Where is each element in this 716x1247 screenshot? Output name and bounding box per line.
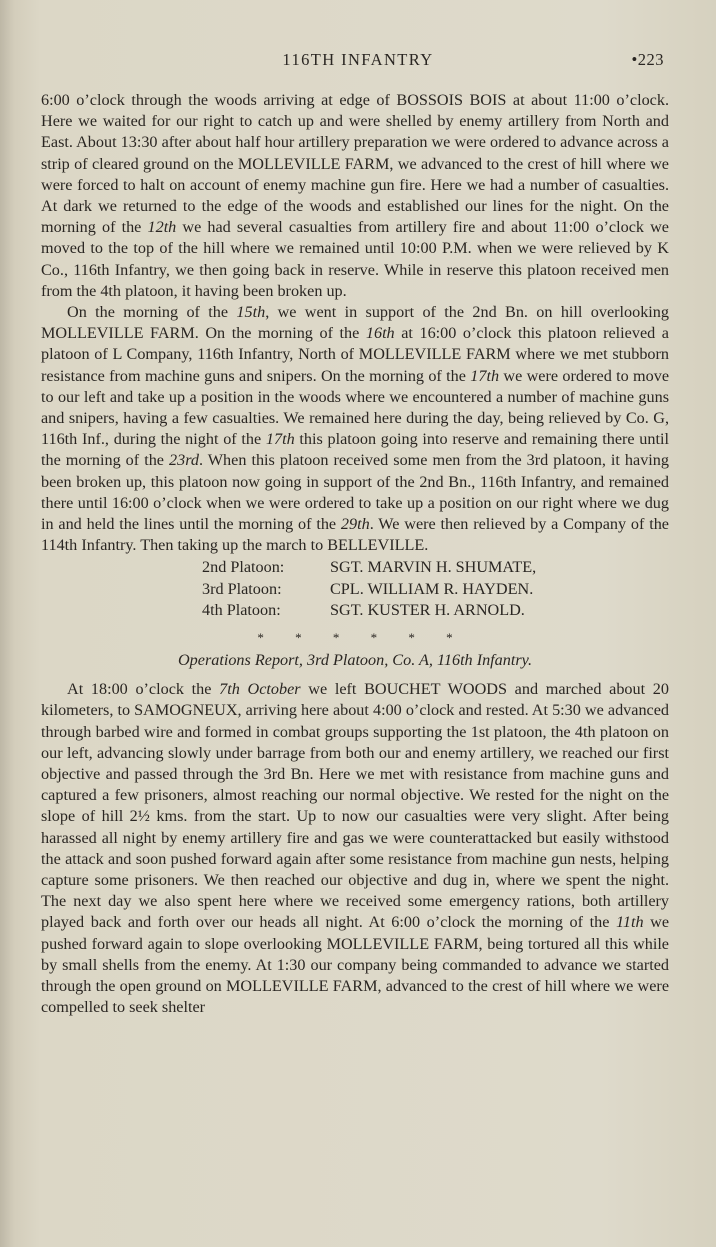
date-italic: 29th [340,515,370,534]
text-run: . When this platoon received some men from the 3rd platoon, it having been broken up, this platoon now going in support of the 2nd Bn., 116th Infantry, and remained there until 16:00 o’clock when we were ordered to take up a position on our right where we dug in and held the lines until the morning of the [41,451,669,534]
date-italic: 23rd [169,451,199,470]
date-italic: 17th [265,430,295,449]
text-run: 6:00 o’clock through the woods arriving at edge of BOSSOIS BOIS at about 11:00 o’clock. Here we waited for our right to catch up and were shelled by enemy artillery from North and East. About 13:30 after about half hour artillery preparation we were ordered to advance across a strip of cleared ground on the MOLLEVILLE FARM, we advanced to the crest of hill where we were forced to halt on account of enemy machine gun fire. Here we had a number of casualties. At dark we returned to the edge of the woods and established our lines for the night. On the morning of the [41,91,669,237]
platoon-row [202,600,669,622]
platoon-label: 2nd Platoon: [202,558,285,577]
page-body [41,90,669,1018]
text-run: At 18:00 o’clock the [67,680,220,699]
text-run: we were ordered to move to our left and take up a position in the woods where we encountered a number of machine guns and snipers, having a few casualties. We remained here during the day, being relieved by Co. G, 116th Inf., during the night of the [41,366,669,449]
page-number: •223 [631,50,664,69]
date-italic: 16th [365,324,395,343]
text-run: , we went in support of the 2nd Bn. on hill overlooking MOLLEVILLE FARM. On the morning of the [41,303,669,343]
report-title: Operations Report, 3rd Platoon, Co. A, 116th Infantry. [177,650,533,669]
date-italic: 15th [236,303,266,322]
section-separator: * * * * * * [257,629,467,645]
header-title: 116TH INFANTRY [282,50,434,69]
text-run: . We were then relieved by a Company of the 114th Infantry. Then taking up the march to BELLEVILLE. [41,515,669,555]
paragraph [41,302,669,556]
text-run: we had several casualties from artillery fire and about 11:00 o’clock we moved to the top of the hill where we remained until 10:00 P.M. when we were relieved by K Co., 116th Infantry, we then going back in reserve. While in reserve this platoon received men from the 4th platoon, it having been broken up. [41,218,669,300]
date-italic: 17th [470,366,500,385]
platoon-label: 3rd Platoon: [202,579,282,598]
platoon-row [202,557,669,579]
platoon-row [202,579,669,601]
running-header [0,50,716,74]
text-run: this platoon going into reserve and remaining there until the morning of the [41,430,669,470]
platoon-signatures [202,557,669,622]
date-italic: 11th [615,913,644,932]
platoon-label: 4th Platoon: [202,601,281,620]
text-run: we left BOUCHET WOODS and marched about 20 kilometers, to SAMOGNEUX, arriving here about 4:00 o’clock and rested. At 5:30 we advanced through barbed wire and formed in combat groups supporting the 1st platoon, the 4th platoon on our left, advancing slowly under barrage from both our and enemy artillery, we reached our first objective and passed through the 3rd Bn. Here we met with resistance from machine guns and captured a few prisoners, almost reaching our normal objective. We rested for the night on the slope of hill 2½ kms. from the start. Up to now our casualties were very slight. After being harassed all night by enemy artillery fire and gas we were counterattacked but easily withstood the attack and soon pushed forward again after some resistance from machine gun nests, helping capture some prisoners. We then reached our objective and dug in, where we spent the night. The next day we also spent here where we received some emergency rations, both artillery played back and forth over our heads all night. At 6:00 o’clock the morning of the [41,680,669,932]
platoon-leader: SGT. MARVIN H. SHUMATE, [330,558,537,577]
text-run: at 16:00 o’clock this platoon relieved a platoon of L Company, 116th Infantry, North of MOLLEVILLE FARM where we met stubborn resistance from machine guns and snipers. On the morning of the [41,324,669,385]
date-italic: 12th [147,218,177,237]
platoon-leader: CPL. WILLIAM R. HAYDEN. [330,579,534,598]
text-run: On the morning of the [67,303,237,322]
paragraph [41,679,669,1018]
text-run: we pushed forward again to slope overlooking MOLLEVILLE FARM, being tortured all this while by small shells from the enemy. At 1:30 our company being commanded to advance we started through the open ground on MOLLEVILLE FARM, advanced to the crest of hill where we were compelled to seek shelter [41,913,669,1017]
platoon-leader: SGT. KUSTER H. ARNOLD. [330,601,525,620]
paragraph [41,90,669,302]
date-italic: 7th October [219,680,301,699]
